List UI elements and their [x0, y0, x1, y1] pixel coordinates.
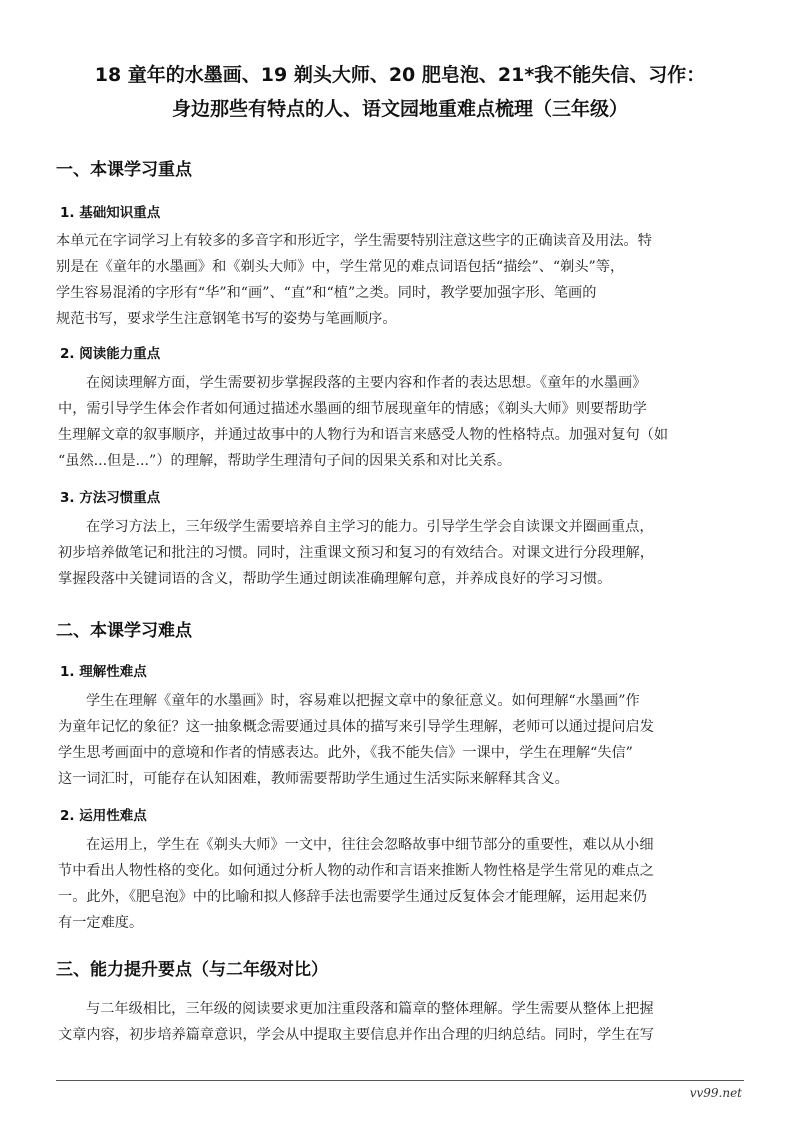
- footer-divider: [56, 1080, 744, 1081]
- text-line: 有一定难度。: [58, 915, 144, 931]
- text-line: 初步培养做笔记和批注的习惯。同时，注重课文预习和复习的有效结合。对课文进行分段理解，: [58, 545, 654, 561]
- subheading-reading-ability: 2. 阅读能力重点: [60, 346, 161, 362]
- text-line: 一。此外，《肥皂泡》中的比喻和拟人修辞手法也需要学生通过反复体会才能理解，运用起来仍: [58, 889, 647, 905]
- text-line: 规范书写，要求学生注意钢笔书写的姿势与笔画顺序。: [56, 311, 397, 327]
- text-line: “虽然...但是...”）的理解，帮助学生理清句子间的因果关系和对比关系。: [58, 453, 512, 469]
- subheading-application-difficulty: 2. 运用性难点: [60, 808, 147, 824]
- text-line: 在运用上，学生在《剃头大师》一文中，往往会忽略故事中细节部分的重要性，难以从小细: [86, 837, 654, 853]
- text-line: 为童年记忆的象征？这一抽象概念需要通过具体的描写来引导学生理解，老师可以通过提问启发: [58, 719, 654, 735]
- footer-site-label: vv99.net: [689, 1086, 742, 1100]
- text-line: 这一词汇时，可能存在认知困难，教师需要帮助学生通过生活实际来解释其含义。: [58, 771, 569, 787]
- section-heading-key-points: 一、本课学习重点: [56, 160, 192, 180]
- document-title: [40, 58, 760, 126]
- paragraph-basic-knowledge: [56, 228, 746, 332]
- subheading-basic-knowledge: 1. 基础知识重点: [60, 205, 161, 221]
- title-line-2: 身边那些有特点的人、语文园地重难点梳理（三年级）: [171, 98, 628, 120]
- text-line: 中，需引导学生体会作者如何通过描述水墨画的细节展现童年的情感；《剃头大师》则要帮助学: [58, 401, 647, 417]
- paragraph-method-habits: [58, 514, 748, 592]
- text-line: 文章内容，初步培养篇章意识，学会从中提取主要信息并作出合理的归纳总结。同时，学生在写: [58, 1027, 654, 1043]
- text-line: 生理解文章的叙事顺序，并通过故事中的人物行为和语言来感受人物的性格特点。加强对复句（如: [58, 427, 669, 443]
- paragraph-reading-ability: [58, 370, 748, 474]
- text-line: 节中看出人物性格的变化。如何通过分析人物的动作和言语来推断人物性格是学生常见的难点之: [58, 863, 654, 879]
- text-line: 在学习方法上，三年级学生需要培养自主学习的能力。引导学生学会自读课文并圈画重点，: [86, 519, 654, 535]
- text-line: 学生在理解《童年的水墨画》时，容易难以把握文章中的象征意义。如何理解“水墨画”作: [86, 693, 640, 709]
- text-line: 学生思考画面中的意境和作者的情感表达。此外，《我不能失信》一课中，学生在理解“失信”: [58, 745, 633, 761]
- text-line: 在阅读理解方面，学生需要初步掌握段落的主要内容和作者的表达思想。《童年的水墨画》: [86, 375, 647, 391]
- text-line: 别是在《童年的水墨画》和《剃头大师》中，学生常见的难点词语包括“描绘”、“剃头”等，: [56, 259, 625, 275]
- text-line: 掌握段落中关键词语的含义，帮助学生通过朗读准确理解句意，并养成良好的学习习惯。: [58, 571, 612, 587]
- text-line: 本单元在字词学习上有较多的多音字和形近字，学生需要特别注意这些字的正确读音及用法。特: [56, 233, 652, 249]
- title-line-1: 18 童年的水墨画、19 剃头大师、20 肥皂泡、21*我不能失信、习作：: [94, 64, 706, 86]
- subheading-method-habits: 3. 方法习惯重点: [60, 490, 161, 506]
- text-line: 与二年级相比，三年级的阅读要求更加注重段落和篇章的整体理解。学生需要从整体上把握: [86, 1001, 654, 1017]
- section-heading-difficulties: 二、本课学习难点: [56, 621, 192, 641]
- section-heading-ability-improvement: 三、能力提升要点（与二年级对比）: [56, 960, 328, 980]
- subheading-comprehension-difficulty: 1. 理解性难点: [60, 664, 147, 680]
- text-line: 学生容易混淆的字形有“华”和“画”、“直”和“植”之类。同时，教学要加强字形、笔画的: [56, 285, 597, 301]
- paragraph-ability-improvement: [58, 996, 748, 1048]
- paragraph-application-difficulty: [58, 832, 748, 936]
- paragraph-comprehension-difficulty: [58, 688, 748, 792]
